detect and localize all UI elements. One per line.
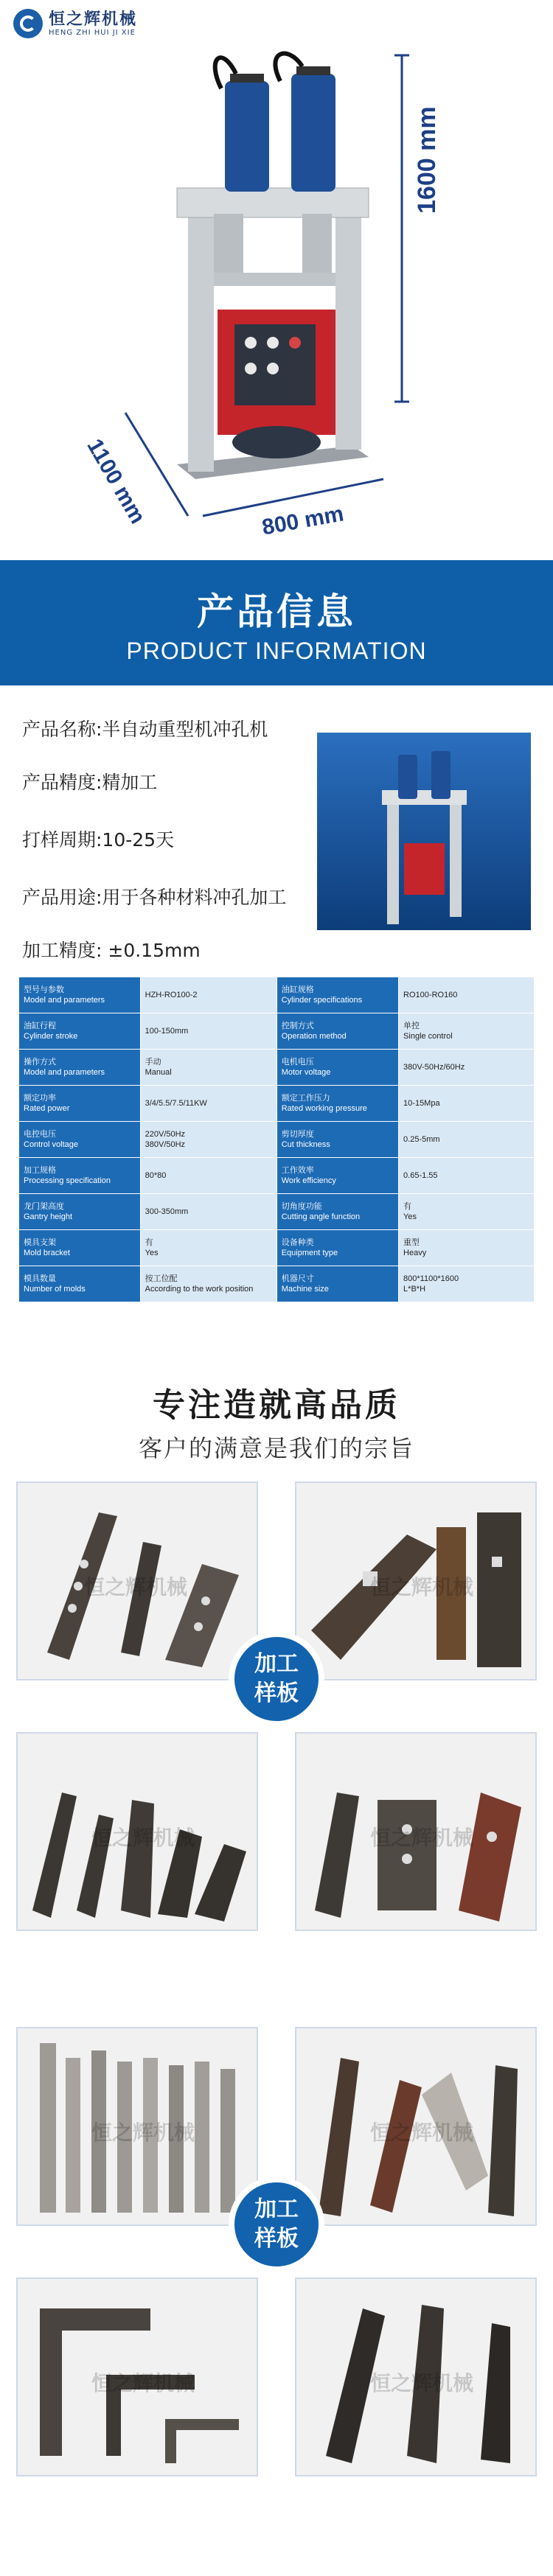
spec-key — [276, 1266, 398, 1302]
spec-row — [19, 1158, 535, 1194]
spec-value: 0.25-5mm — [399, 1122, 535, 1158]
spec-key — [19, 1158, 141, 1194]
spec-key — [276, 1013, 398, 1050]
spec-value: 3/4/5.5/7.5/11KW — [140, 1086, 276, 1122]
spec-key-cn: 额定工作压力 — [281, 1094, 330, 1103]
processing-accuracy: 加工精度: ±0.15mm — [22, 940, 201, 961]
spec-key-cn: 控制方式 — [281, 1022, 314, 1030]
sample-photo — [295, 1732, 537, 1931]
watermark: 恒之辉机械 — [84, 1575, 188, 1599]
spec-key-cn: 电控电压 — [24, 1130, 56, 1139]
spec-key-en: Gantry height — [24, 1212, 73, 1221]
brand-name-en: HENG ZHI HUI JI XIE — [49, 28, 136, 37]
sample-photo — [295, 1481, 537, 1680]
machine-image — [0, 0, 553, 560]
slogan-section — [0, 1349, 553, 1474]
spec-key-en: Cylinder specifications — [281, 996, 363, 1005]
spec-key — [276, 1194, 398, 1230]
spec-value: 80*80 — [140, 1158, 276, 1194]
width-dimension-label: 800 mm — [260, 501, 346, 540]
spec-value: RO100-RO160 — [399, 977, 535, 1013]
spec-key — [276, 1122, 398, 1158]
spec-key-cn: 切角度功能 — [281, 1202, 322, 1211]
spec-key-cn: 剪切厚度 — [281, 1130, 314, 1139]
product-name: 产品名称:半自动重型机冲孔机 — [22, 719, 268, 740]
spec-key-en: Cutting angle function — [281, 1212, 361, 1221]
badge-line-1: 加工 — [254, 2196, 299, 2222]
spec-key-cn: 电机电压 — [281, 1058, 314, 1067]
spec-key-cn: 机器尺寸 — [281, 1274, 314, 1283]
slogan-subline: 客户的满意是我们的宗旨 — [138, 1434, 414, 1462]
spec-key-cn: 模具支架 — [24, 1238, 56, 1247]
spec-row — [19, 977, 535, 1013]
banner-title-en: PRODUCT INFORMATION — [126, 638, 427, 664]
spec-key-en: Control voltage — [24, 1140, 78, 1149]
spec-value: 220V/50Hz 380V/50Hz — [140, 1122, 276, 1158]
spec-row — [19, 1230, 535, 1266]
sample-gallery — [0, 1481, 553, 2576]
machine-thumbnail — [317, 733, 531, 930]
spec-key-cn: 龙门架高度 — [24, 1202, 64, 1211]
spec-key — [276, 1230, 398, 1266]
slogan-headline: 专注造就高品质 — [153, 1386, 400, 1424]
spec-key — [276, 1050, 398, 1086]
sample-photo — [16, 1481, 258, 1680]
watermark: 恒之辉机械 — [370, 2121, 474, 2145]
spec-key — [276, 977, 398, 1013]
spec-key — [19, 1230, 141, 1266]
spec-key-cn: 型号与参数 — [24, 985, 64, 994]
sample-photo — [295, 2277, 537, 2476]
spec-value: 10-15Mpa — [399, 1086, 535, 1122]
spec-key-en: Motor voltage — [281, 1068, 331, 1077]
spec-key-cn: 模具数量 — [24, 1274, 56, 1283]
spec-row — [19, 1086, 535, 1122]
sample-photo — [16, 1732, 258, 1931]
spec-key-en: Processing specification — [24, 1176, 111, 1185]
spec-key-en: Cut thickness — [281, 1140, 330, 1149]
badge-line-1: 加工 — [254, 1651, 299, 1677]
badge-line-2: 样板 — [254, 1680, 299, 1706]
spec-key-en: Cylinder stroke — [24, 1032, 78, 1041]
spec-table — [18, 977, 535, 1302]
spec-key-cn: 工作效率 — [281, 1166, 314, 1175]
spec-key — [19, 977, 141, 1013]
spec-key-en: Model and parameters — [24, 1068, 105, 1077]
spec-key-en: Rated power — [24, 1104, 70, 1113]
spec-key — [19, 1266, 141, 1302]
height-dimension-label: 1600 mm — [413, 106, 441, 214]
banner-title-cn: 产品信息 — [197, 590, 356, 633]
spec-key-en: Mold bracket — [24, 1249, 70, 1257]
watermark: 恒之辉机械 — [91, 1826, 195, 1850]
watermark: 恒之辉机械 — [91, 2121, 195, 2145]
sample-photo — [16, 2027, 258, 2226]
spec-key-en: Machine size — [281, 1285, 329, 1294]
spec-key — [276, 1086, 398, 1122]
spec-value: 300-350mm — [140, 1194, 276, 1230]
watermark: 恒之辉机械 — [370, 1826, 474, 1850]
spec-row — [19, 1122, 535, 1158]
spec-key — [19, 1086, 141, 1122]
sample-badge — [229, 1631, 324, 1727]
spec-row — [19, 1194, 535, 1230]
sample-photo — [16, 2277, 258, 2476]
spec-key-cn: 设备种类 — [281, 1238, 314, 1247]
spec-key — [19, 1050, 141, 1086]
spec-row — [19, 1050, 535, 1086]
spec-key-en: Work efficiency — [281, 1176, 336, 1185]
spec-value: 按工位配 According to the work position — [140, 1266, 276, 1302]
spec-key-en: Rated working pressure — [281, 1104, 367, 1113]
spec-value: 有 Yes — [140, 1230, 276, 1266]
product-info-section — [0, 685, 553, 1349]
sample-cycle: 打样周期:10-25天 — [22, 829, 175, 851]
spec-key — [19, 1122, 141, 1158]
product-precision: 产品精度:精加工 — [22, 772, 158, 793]
spec-value: 有 Yes — [399, 1194, 535, 1230]
spec-key-cn: 额定功率 — [24, 1094, 56, 1103]
spec-value: 手动 Manual — [140, 1050, 276, 1086]
depth-dimension-label: 1100 mm — [82, 435, 150, 528]
sample-photo — [295, 2027, 537, 2226]
spec-value: 380V-50Hz/60Hz — [399, 1050, 535, 1086]
spec-key-cn: 操作方式 — [24, 1058, 56, 1067]
spec-value: 800*1100*1600 L*B*H — [399, 1266, 535, 1302]
spec-value: 100-150mm — [140, 1013, 276, 1050]
spec-key-en: Equipment type — [281, 1249, 338, 1257]
spec-row — [19, 1266, 535, 1302]
spec-value: HZH-RO100-2 — [140, 977, 276, 1013]
spec-key-en: Operation method — [281, 1032, 347, 1041]
spec-key — [276, 1158, 398, 1194]
brand-name-cn: 恒之辉机械 — [49, 10, 138, 29]
badge-line-2: 样板 — [254, 2226, 299, 2252]
watermark: 恒之辉机械 — [370, 2371, 474, 2395]
product-usage: 产品用途:用于各种材料冲孔加工 — [22, 887, 287, 908]
sample-badge — [229, 2177, 324, 2272]
spec-row — [19, 1013, 535, 1050]
spec-key-en: Model and parameters — [24, 996, 105, 1005]
product-info-banner — [0, 560, 553, 685]
spec-value: 重型 Heavy — [399, 1230, 535, 1266]
spec-key-en: Number of molds — [24, 1285, 86, 1294]
spec-key — [19, 1013, 141, 1050]
watermark: 恒之辉机械 — [91, 2371, 195, 2395]
hero-section — [0, 0, 553, 560]
watermark: 恒之辉机械 — [370, 1575, 474, 1599]
spec-value: 0.65-1.55 — [399, 1158, 535, 1194]
spec-key — [19, 1194, 141, 1230]
spec-key-cn: 加工规格 — [24, 1166, 56, 1175]
spec-value: 单控 Single control — [399, 1013, 535, 1050]
spec-key-cn: 油缸规格 — [281, 985, 314, 994]
spec-key-cn: 油缸行程 — [24, 1022, 56, 1030]
